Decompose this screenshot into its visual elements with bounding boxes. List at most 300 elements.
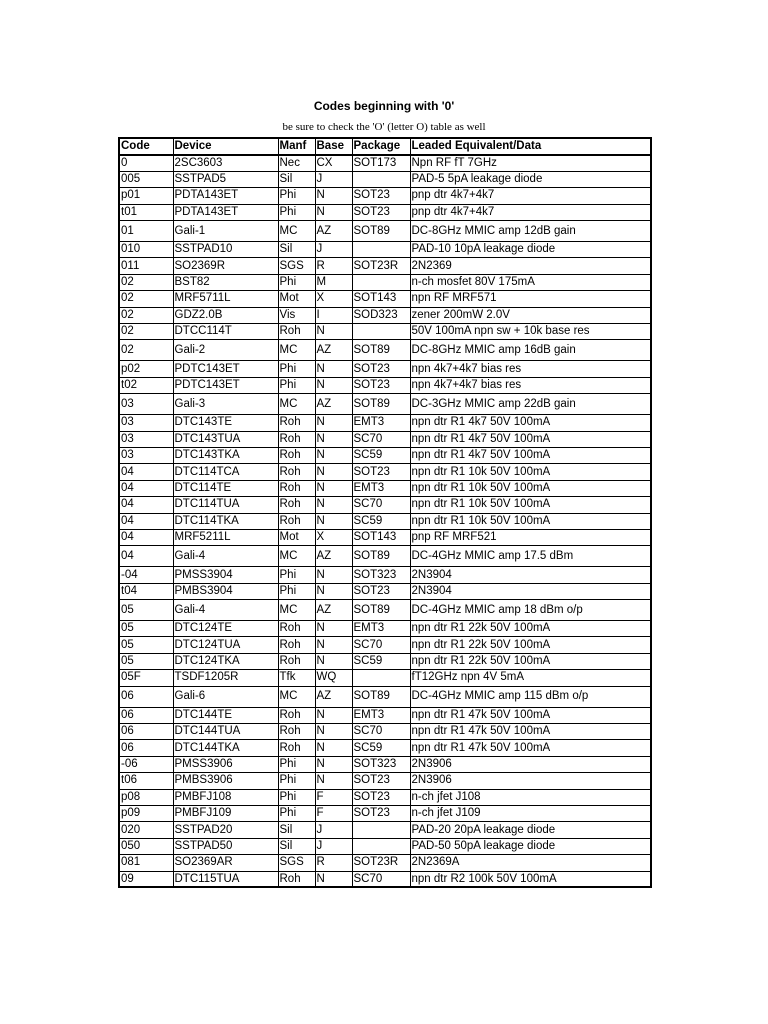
cell-base: AZ: [315, 340, 352, 361]
table-row: [119, 431, 651, 447]
cell-manf: Roh: [278, 497, 315, 513]
cell-device: PDTA143ET: [173, 204, 278, 220]
cell-code: 09: [119, 871, 173, 887]
cell-device: DTC143TUA: [173, 431, 278, 447]
cell-base: N: [315, 724, 352, 740]
cell-base: AZ: [315, 546, 352, 567]
cell-device: MRF5711L: [173, 291, 278, 307]
cell-code: 0: [119, 155, 173, 171]
cell-code: p01: [119, 188, 173, 204]
cell-base: X: [315, 291, 352, 307]
cell-manf: SGS: [278, 258, 315, 274]
cell-base: N: [315, 480, 352, 496]
table-row: [119, 707, 651, 723]
cell-package: SC70: [352, 637, 410, 653]
cell-leaded-equivalent: DC-8GHz MMIC amp 12dB gain: [410, 221, 651, 242]
cell-leaded-equivalent: Npn RF fT 7GHz: [410, 155, 651, 171]
cell-device: SO2369AR: [173, 855, 278, 871]
cell-package: SOT23: [352, 583, 410, 599]
cell-leaded-equivalent: 2N3906: [410, 773, 651, 789]
cell-leaded-equivalent: DC-4GHz MMIC amp 18 dBm o/p: [410, 600, 651, 621]
cell-leaded-equivalent: n-ch jfet J108: [410, 789, 651, 805]
table-row: [119, 377, 651, 393]
cell-manf: Roh: [278, 637, 315, 653]
cell-leaded-equivalent: DC-4GHz MMIC amp 115 dBm o/p: [410, 686, 651, 707]
cell-leaded-equivalent: 2N2369: [410, 258, 651, 274]
cell-manf: Phi: [278, 806, 315, 822]
cell-device: PMSS3906: [173, 756, 278, 772]
cell-device: TSDF1205R: [173, 670, 278, 686]
cell-manf: Mot: [278, 529, 315, 545]
cell-base: N: [315, 431, 352, 447]
cell-base: M: [315, 274, 352, 290]
table-row: [119, 724, 651, 740]
cell-code: 02: [119, 291, 173, 307]
cell-manf: Phi: [278, 756, 315, 772]
cell-package: SOT143: [352, 529, 410, 545]
cell-manf: Phi: [278, 361, 315, 377]
column-header-device: Device: [173, 138, 278, 155]
table-row: [119, 340, 651, 361]
cell-package: SOT23: [352, 789, 410, 805]
cell-package: SOT173: [352, 155, 410, 171]
cell-manf: Roh: [278, 480, 315, 496]
table-row: [119, 464, 651, 480]
cell-base: J: [315, 838, 352, 854]
cell-base: J: [315, 242, 352, 258]
cell-package: [352, 324, 410, 340]
cell-code: 050: [119, 838, 173, 854]
cell-code: 06: [119, 724, 173, 740]
cell-package: [352, 838, 410, 854]
cell-package: SC59: [352, 740, 410, 756]
cell-leaded-equivalent: npn dtr R1 10k 50V 100mA: [410, 513, 651, 529]
cell-code: p02: [119, 361, 173, 377]
cell-package: SOT323: [352, 567, 410, 583]
cell-package: SOT89: [352, 221, 410, 242]
cell-base: N: [315, 740, 352, 756]
cell-code: -04: [119, 567, 173, 583]
cell-device: Gali-4: [173, 546, 278, 567]
cell-device: DTC124TKA: [173, 653, 278, 669]
cell-package: [352, 171, 410, 187]
cell-code: 04: [119, 464, 173, 480]
cell-manf: Roh: [278, 431, 315, 447]
cell-base: N: [315, 583, 352, 599]
cell-leaded-equivalent: npn dtr R1 22k 50V 100mA: [410, 653, 651, 669]
cell-device: DTCC114T: [173, 324, 278, 340]
cell-code: 05: [119, 600, 173, 621]
cell-device: DTC114TKA: [173, 513, 278, 529]
cell-base: F: [315, 789, 352, 805]
cell-package: SOT89: [352, 546, 410, 567]
cell-code: 05F: [119, 670, 173, 686]
cell-package: [352, 822, 410, 838]
cell-code: 04: [119, 497, 173, 513]
cell-code: 04: [119, 513, 173, 529]
cell-package: SOT23: [352, 361, 410, 377]
cell-manf: MC: [278, 394, 315, 415]
cell-leaded-equivalent: DC-8GHz MMIC amp 16dB gain: [410, 340, 651, 361]
cell-leaded-equivalent: npn dtr R1 10k 50V 100mA: [410, 497, 651, 513]
header-row: [119, 138, 651, 155]
cell-manf: Phi: [278, 789, 315, 805]
cell-leaded-equivalent: npn RF MRF571: [410, 291, 651, 307]
cell-manf: Phi: [278, 377, 315, 393]
cell-device: PMBS3904: [173, 583, 278, 599]
cell-manf: Roh: [278, 464, 315, 480]
table-row: [119, 258, 651, 274]
cell-code: 06: [119, 707, 173, 723]
cell-manf: MC: [278, 600, 315, 621]
cell-leaded-equivalent: pnp dtr 4k7+4k7: [410, 188, 651, 204]
cell-device: PDTC143ET: [173, 377, 278, 393]
cell-manf: Roh: [278, 447, 315, 463]
cell-manf: Roh: [278, 871, 315, 887]
cell-manf: Roh: [278, 653, 315, 669]
cell-manf: MC: [278, 340, 315, 361]
cell-code: 03: [119, 394, 173, 415]
cell-leaded-equivalent: DC-4GHz MMIC amp 17.5 dBm: [410, 546, 651, 567]
table-row: [119, 773, 651, 789]
table-row: [119, 871, 651, 887]
cell-manf: MC: [278, 686, 315, 707]
cell-manf: Phi: [278, 188, 315, 204]
cell-device: BST82: [173, 274, 278, 290]
cell-base: N: [315, 707, 352, 723]
table-row: [119, 480, 651, 496]
cell-device: Gali-6: [173, 686, 278, 707]
cell-leaded-equivalent: npn 4k7+4k7 bias res: [410, 377, 651, 393]
cell-device: 2SC3603: [173, 155, 278, 171]
column-header-base: Base: [315, 138, 352, 155]
table-row: [119, 242, 651, 258]
cell-code: 05: [119, 653, 173, 669]
table-row: [119, 415, 651, 431]
cell-code: 03: [119, 447, 173, 463]
table-body: [119, 155, 651, 887]
cell-leaded-equivalent: npn 4k7+4k7 bias res: [410, 361, 651, 377]
cell-code: 011: [119, 258, 173, 274]
cell-package: SOT89: [352, 394, 410, 415]
cell-base: N: [315, 773, 352, 789]
cell-manf: MC: [278, 221, 315, 242]
cell-base: CX: [315, 155, 352, 171]
cell-code: p09: [119, 806, 173, 822]
cell-manf: Phi: [278, 204, 315, 220]
cell-package: SOT143: [352, 291, 410, 307]
cell-manf: Nec: [278, 155, 315, 171]
cell-manf: Phi: [278, 274, 315, 290]
table-row: [119, 155, 651, 171]
cell-base: N: [315, 497, 352, 513]
cell-code: t04: [119, 583, 173, 599]
cell-package: SOT23R: [352, 855, 410, 871]
cell-package: [352, 242, 410, 258]
cell-leaded-equivalent: npn dtr R1 4k7 50V 100mA: [410, 415, 651, 431]
cell-leaded-equivalent: npn dtr R2 100k 50V 100mA: [410, 871, 651, 887]
cell-leaded-equivalent: 2N2369A: [410, 855, 651, 871]
cell-manf: Mot: [278, 291, 315, 307]
cell-base: X: [315, 529, 352, 545]
cell-package: SOT23: [352, 377, 410, 393]
table-row: [119, 855, 651, 871]
cell-base: N: [315, 324, 352, 340]
cell-code: 04: [119, 480, 173, 496]
cell-code: 06: [119, 686, 173, 707]
table-row: [119, 274, 651, 290]
cell-manf: Roh: [278, 707, 315, 723]
table-row: [119, 171, 651, 187]
cell-base: N: [315, 415, 352, 431]
cell-code: 06: [119, 740, 173, 756]
table-row: [119, 653, 651, 669]
cell-leaded-equivalent: npn dtr R1 22k 50V 100mA: [410, 637, 651, 653]
cell-package: SOT23: [352, 773, 410, 789]
cell-base: F: [315, 806, 352, 822]
table-row: [119, 513, 651, 529]
cell-manf: Phi: [278, 773, 315, 789]
cell-device: DTC144TKA: [173, 740, 278, 756]
cell-leaded-equivalent: 2N3906: [410, 756, 651, 772]
table-row: [119, 740, 651, 756]
page-subtitle: be sure to check the 'O' (letter O) table as well: [282, 121, 486, 133]
cell-package: [352, 670, 410, 686]
cell-base: N: [315, 756, 352, 772]
cell-leaded-equivalent: n-ch jfet J109: [410, 806, 651, 822]
cell-device: DTC144TE: [173, 707, 278, 723]
cell-base: R: [315, 855, 352, 871]
cell-base: R: [315, 258, 352, 274]
cell-code: 02: [119, 324, 173, 340]
cell-leaded-equivalent: pnp dtr 4k7+4k7: [410, 204, 651, 220]
cell-base: N: [315, 377, 352, 393]
cell-code: 05: [119, 621, 173, 637]
cell-code: 081: [119, 855, 173, 871]
cell-package: SC59: [352, 653, 410, 669]
cell-leaded-equivalent: n-ch mosfet 80V 175mA: [410, 274, 651, 290]
page-title: Codes beginning with '0': [313, 99, 455, 113]
cell-package: [352, 274, 410, 290]
cell-base: J: [315, 822, 352, 838]
cell-leaded-equivalent: 2N3904: [410, 583, 651, 599]
column-header-package: Package: [352, 138, 410, 155]
cell-device: Gali-1: [173, 221, 278, 242]
cell-package: SOD323: [352, 307, 410, 323]
cell-device: PDTA143ET: [173, 188, 278, 204]
table-row: [119, 394, 651, 415]
cell-code: 03: [119, 431, 173, 447]
cell-base: N: [315, 361, 352, 377]
table-row: [119, 670, 651, 686]
cell-package: SOT23: [352, 806, 410, 822]
table-row: [119, 600, 651, 621]
cell-leaded-equivalent: fT12GHz npn 4V 5mA: [410, 670, 651, 686]
cell-package: EMT3: [352, 621, 410, 637]
cell-package: SOT89: [352, 600, 410, 621]
cell-code: 01: [119, 221, 173, 242]
cell-code: 02: [119, 307, 173, 323]
cell-base: I: [315, 307, 352, 323]
cell-base: N: [315, 447, 352, 463]
cell-code: 05: [119, 637, 173, 653]
column-header-manf: Manf: [278, 138, 315, 155]
table-row: [119, 447, 651, 463]
cell-manf: Sil: [278, 838, 315, 854]
table-row: [119, 324, 651, 340]
cell-package: EMT3: [352, 707, 410, 723]
cell-leaded-equivalent: npn dtr R1 47k 50V 100mA: [410, 740, 651, 756]
table-row: [119, 822, 651, 838]
table-row: [119, 291, 651, 307]
table-row: [119, 307, 651, 323]
cell-device: DTC124TUA: [173, 637, 278, 653]
cell-leaded-equivalent: PAD-20 20pA leakage diode: [410, 822, 651, 838]
column-header-code: Code: [119, 138, 173, 155]
codes-table: [118, 137, 652, 888]
cell-leaded-equivalent: npn dtr R1 4k7 50V 100mA: [410, 447, 651, 463]
cell-manf: Phi: [278, 583, 315, 599]
cell-device: DTC143TKA: [173, 447, 278, 463]
cell-device: DTC114TCA: [173, 464, 278, 480]
table-row: [119, 529, 651, 545]
cell-device: SSTPAD50: [173, 838, 278, 854]
cell-code: 02: [119, 340, 173, 361]
table-row: [119, 583, 651, 599]
cell-base: N: [315, 513, 352, 529]
cell-manf: Vis: [278, 307, 315, 323]
cell-leaded-equivalent: PAD-5 5pA leakage diode: [410, 171, 651, 187]
cell-manf: Sil: [278, 171, 315, 187]
cell-package: SOT323: [352, 756, 410, 772]
cell-package: EMT3: [352, 415, 410, 431]
cell-device: DTC115TUA: [173, 871, 278, 887]
cell-package: SC59: [352, 447, 410, 463]
cell-leaded-equivalent: npn dtr R1 22k 50V 100mA: [410, 621, 651, 637]
cell-leaded-equivalent: npn dtr R1 4k7 50V 100mA: [410, 431, 651, 447]
cell-base: N: [315, 871, 352, 887]
cell-device: DTC124TE: [173, 621, 278, 637]
cell-base: N: [315, 567, 352, 583]
cell-package: SC70: [352, 497, 410, 513]
cell-package: SOT23R: [352, 258, 410, 274]
cell-code: 04: [119, 529, 173, 545]
table-row: [119, 806, 651, 822]
cell-code: 02: [119, 274, 173, 290]
cell-manf: Sil: [278, 242, 315, 258]
cell-manf: Tfk: [278, 670, 315, 686]
cell-device: PMSS3904: [173, 567, 278, 583]
cell-package: SOT89: [352, 686, 410, 707]
cell-code: p08: [119, 789, 173, 805]
cell-base: WQ: [315, 670, 352, 686]
cell-package: SOT23: [352, 204, 410, 220]
table-row: [119, 221, 651, 242]
cell-leaded-equivalent: DC-3GHz MMIC amp 22dB gain: [410, 394, 651, 415]
table-header: [119, 138, 651, 155]
cell-leaded-equivalent: 50V 100mA npn sw + 10k base res: [410, 324, 651, 340]
cell-device: PMBFJ108: [173, 789, 278, 805]
table-row: [119, 637, 651, 653]
cell-device: DTC143TE: [173, 415, 278, 431]
cell-device: MRF5211L: [173, 529, 278, 545]
cell-leaded-equivalent: pnp RF MRF521: [410, 529, 651, 545]
cell-leaded-equivalent: 2N3904: [410, 567, 651, 583]
cell-package: SC70: [352, 431, 410, 447]
table-row: [119, 546, 651, 567]
cell-base: N: [315, 204, 352, 220]
cell-manf: Phi: [278, 567, 315, 583]
cell-package: SC70: [352, 724, 410, 740]
cell-device: Gali-2: [173, 340, 278, 361]
cell-base: N: [315, 637, 352, 653]
cell-manf: Roh: [278, 621, 315, 637]
cell-code: 010: [119, 242, 173, 258]
cell-base: J: [315, 171, 352, 187]
cell-leaded-equivalent: npn dtr R1 10k 50V 100mA: [410, 480, 651, 496]
table-row: [119, 621, 651, 637]
cell-device: Gali-3: [173, 394, 278, 415]
cell-device: SSTPAD20: [173, 822, 278, 838]
cell-package: SOT89: [352, 340, 410, 361]
cell-code: 020: [119, 822, 173, 838]
cell-package: SOT23: [352, 464, 410, 480]
cell-manf: SGS: [278, 855, 315, 871]
cell-code: 005: [119, 171, 173, 187]
cell-base: AZ: [315, 394, 352, 415]
cell-manf: Roh: [278, 513, 315, 529]
cell-device: SSTPAD10: [173, 242, 278, 258]
cell-device: DTC114TUA: [173, 497, 278, 513]
cell-leaded-equivalent: PAD-50 50pA leakage diode: [410, 838, 651, 854]
table-row: [119, 756, 651, 772]
cell-base: AZ: [315, 686, 352, 707]
cell-device: PMBFJ109: [173, 806, 278, 822]
cell-manf: Roh: [278, 740, 315, 756]
cell-leaded-equivalent: zener 200mW 2.0V: [410, 307, 651, 323]
cell-device: PMBS3906: [173, 773, 278, 789]
table-row: [119, 567, 651, 583]
cell-device: DTC114TE: [173, 480, 278, 496]
cell-device: Gali-4: [173, 600, 278, 621]
table-row: [119, 789, 651, 805]
table-row: [119, 497, 651, 513]
cell-package: SOT23: [352, 188, 410, 204]
cell-device: DTC144TUA: [173, 724, 278, 740]
table-row: [119, 188, 651, 204]
cell-code: -06: [119, 756, 173, 772]
column-header-leaded-equivalent: Leaded Equivalent/Data: [410, 138, 651, 155]
cell-leaded-equivalent: npn dtr R1 47k 50V 100mA: [410, 724, 651, 740]
cell-manf: Sil: [278, 822, 315, 838]
cell-device: PDTC143ET: [173, 361, 278, 377]
cell-package: SC59: [352, 513, 410, 529]
cell-base: AZ: [315, 600, 352, 621]
cell-manf: Roh: [278, 324, 315, 340]
cell-leaded-equivalent: npn dtr R1 10k 50V 100mA: [410, 464, 651, 480]
cell-leaded-equivalent: npn dtr R1 47k 50V 100mA: [410, 707, 651, 723]
cell-package: EMT3: [352, 480, 410, 496]
cell-base: N: [315, 653, 352, 669]
cell-package: SC70: [352, 871, 410, 887]
cell-code: t06: [119, 773, 173, 789]
cell-code: 03: [119, 415, 173, 431]
cell-device: SSTPAD5: [173, 171, 278, 187]
cell-base: N: [315, 621, 352, 637]
table-row: [119, 686, 651, 707]
table-row: [119, 361, 651, 377]
cell-code: t01: [119, 204, 173, 220]
